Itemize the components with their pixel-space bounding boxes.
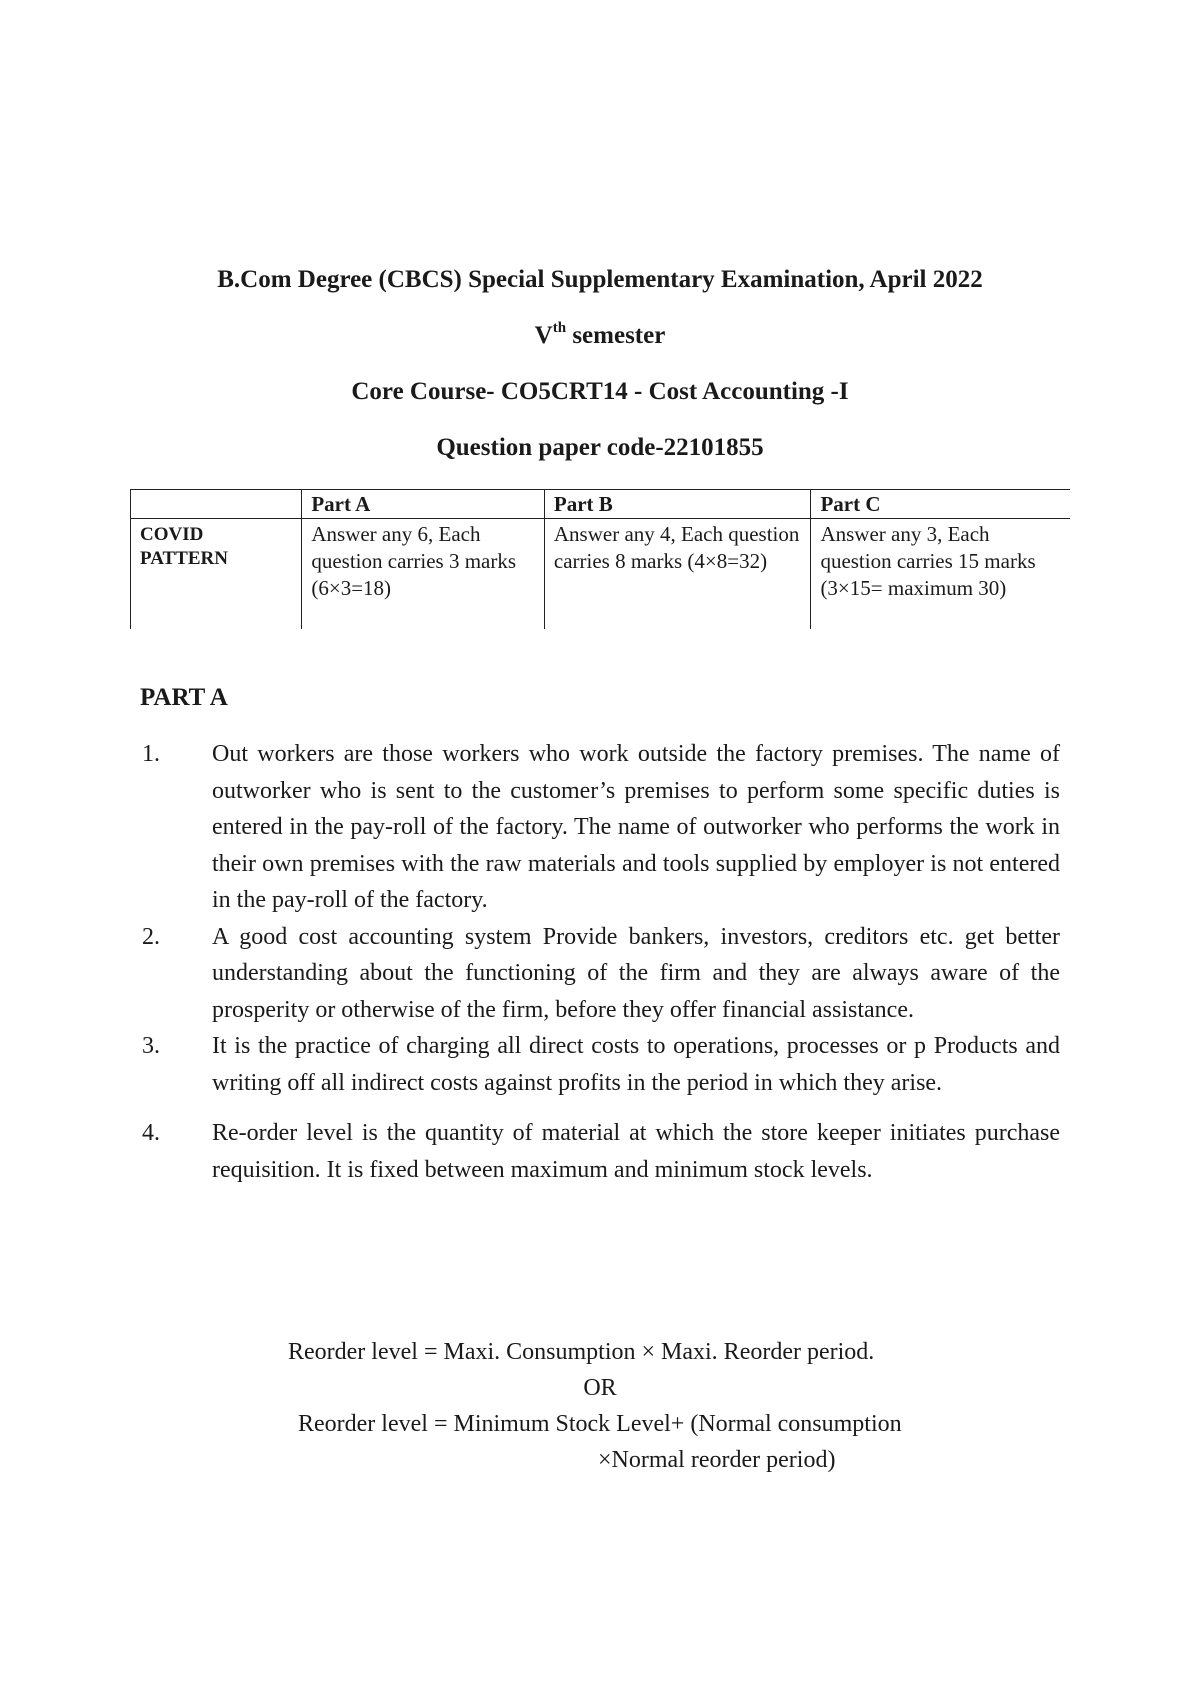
row-label-covid-pattern: COVID PATTERN <box>131 519 302 630</box>
answer-number: 1. <box>142 741 160 767</box>
cell-part-a: Answer any 6, Each question carries 3 marks (6×3=18) <box>302 519 545 630</box>
list-item <box>140 1115 1060 1188</box>
table-header-part-c: Part C <box>811 490 1070 519</box>
table-header-part-b: Part B <box>544 490 811 519</box>
answer-number: 4. <box>142 1120 160 1146</box>
answer-text: It is the practice of charging all direct costs to operations, processes or p Products and writing off all indirect costs against profits in the period in which they arise. <box>212 1033 1060 1096</box>
table-row <box>131 519 1071 630</box>
covid-pattern-table <box>130 489 1070 629</box>
course-heading: Core Course- CO5CRT14 - Cost Accounting -I <box>351 378 849 405</box>
table-header-row <box>131 490 1071 519</box>
semester-roman: V <box>534 322 553 349</box>
table-header-part-a: Part A <box>302 490 545 519</box>
semester-heading <box>0 322 1200 350</box>
reorder-formula-2: Reorder level = Minimum Stock Level+ (Normal consumption <box>298 1411 902 1437</box>
exam-title: B.Com Degree (CBCS) Special Supplementary Examination, April 2022 <box>217 266 983 293</box>
reorder-formula-2-continuation: ×Normal reorder period) <box>598 1447 836 1473</box>
paper-code-heading: Question paper code-22101855 <box>436 434 764 461</box>
answer-text: Re-order level is the quantity of material at which the store keeper initiates purchase requisition. It is fixed between maximum and minimum stock levels. <box>212 1120 1060 1183</box>
answer-text: A good cost accounting system Provide bankers, investors, creditors etc. get better understanding about the functioning of the firm and they are always aware of the prosperity or otherwise of the firm, before they offer financial assistance. <box>212 923 1060 1023</box>
cell-part-c: Answer any 3, Each question carries 15 marks (3×15= maximum 30) <box>811 519 1070 630</box>
semester-word: semester <box>566 322 666 349</box>
formula-or-separator: OR <box>583 1375 617 1401</box>
semester-superscript: th <box>552 320 567 336</box>
list-item <box>140 1028 1060 1101</box>
list-item <box>140 736 1060 919</box>
reorder-formula-1: Reorder level = Maxi. Consumption × Maxi. Reorder period. <box>288 1339 875 1365</box>
answer-text: Out workers are those workers who work outside the factory premises. The name of outworker who is sent to the customer’s premises to perform some specific duties is entered in the pay-roll of the factory. The name of outworker who performs the work in their own premises with the raw materials and tools supplied by employer is not entered in the pay-roll of the factory. <box>212 741 1060 913</box>
cell-part-b: Answer any 4, Each question carries 8 marks (4×8=32) <box>544 519 811 630</box>
list-item <box>140 919 1060 1029</box>
answer-number: 2. <box>142 923 160 950</box>
part-a-heading: PART A <box>140 684 228 711</box>
table-header-empty <box>131 490 302 519</box>
answer-list <box>140 736 1060 1188</box>
answer-number: 3. <box>142 1033 160 1059</box>
